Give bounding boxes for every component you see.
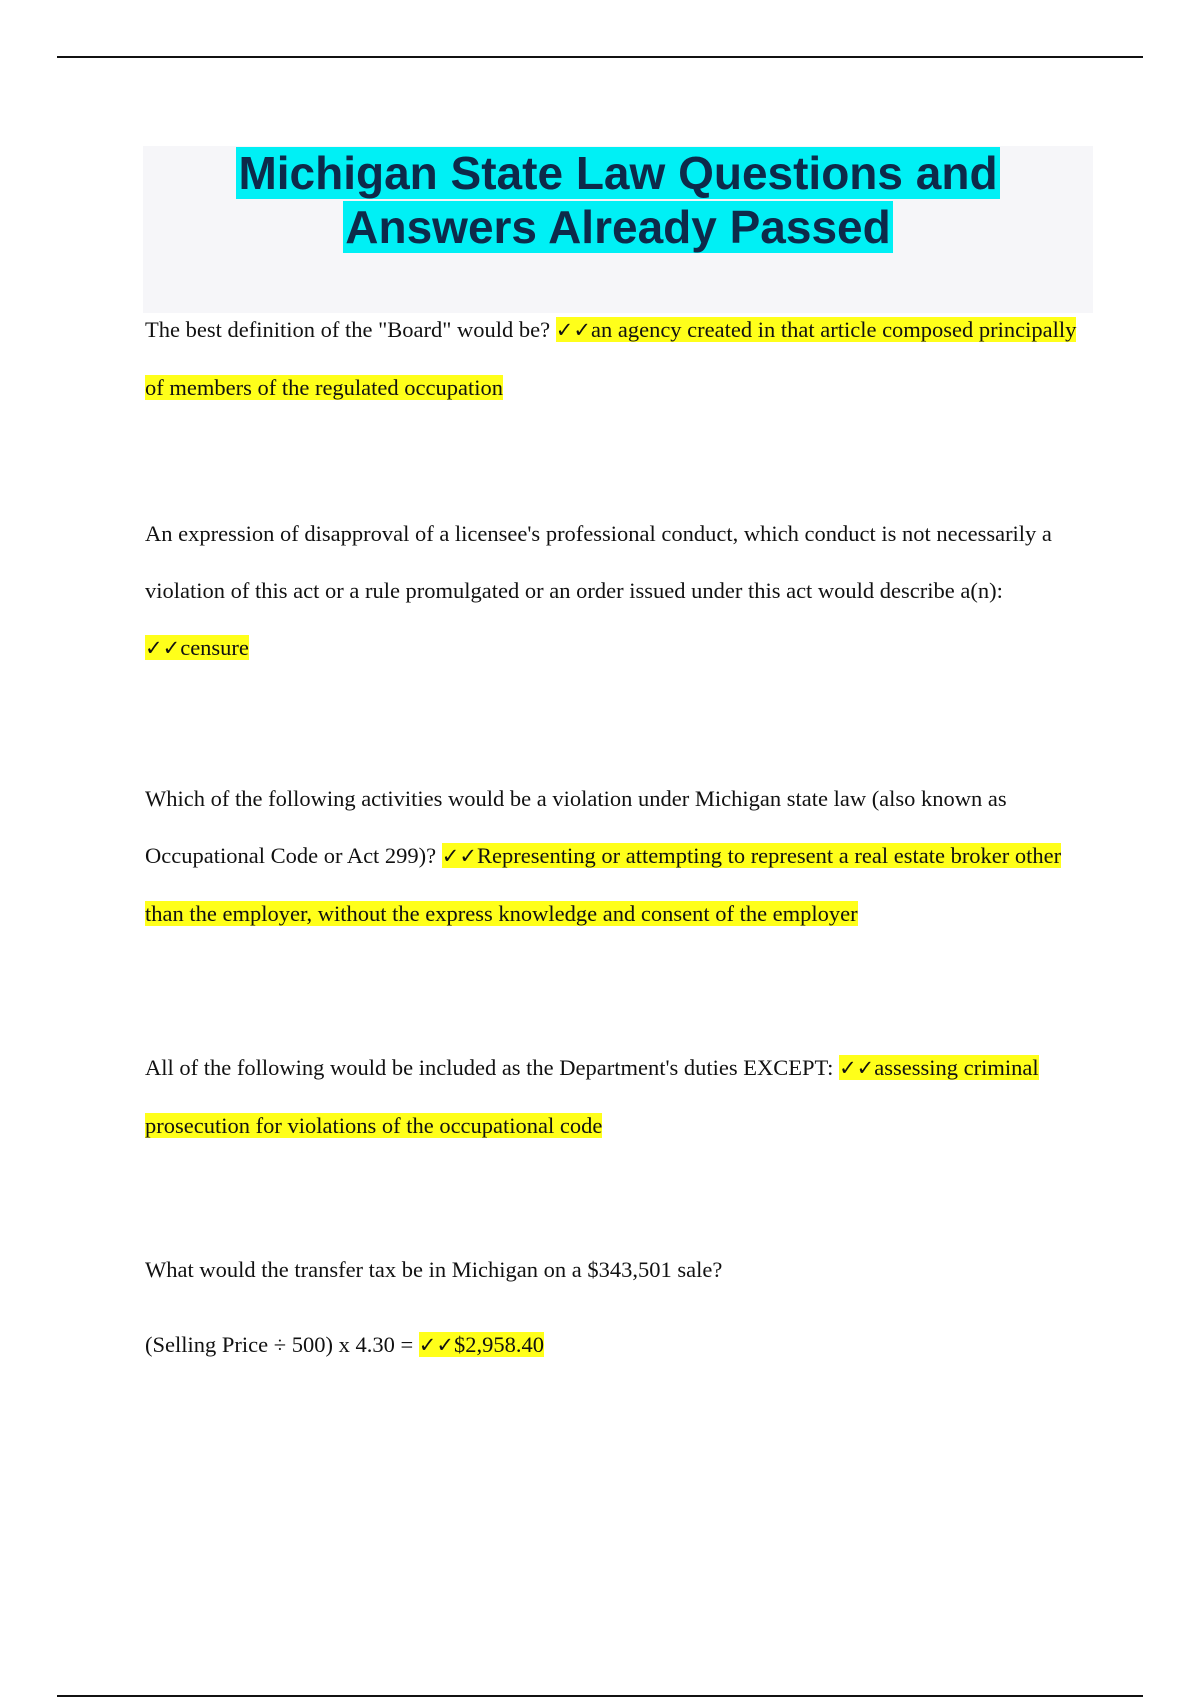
qa-item-censure [145,505,1095,677]
question-text: An expression of disapproval of a licensee's professional conduct, which conduct is not necessarily a violation of this act or a rule promulgated or an order issued under this act would describe a(n): [145,521,1052,603]
double-check-icon: ✓✓ [145,636,181,660]
document-title-text: Michigan State Law Questions and Answers Already Passed [238,147,998,253]
answer-highlight [419,1332,544,1357]
double-check-icon: ✓✓ [418,1333,454,1357]
answer-text: censure [180,635,249,660]
answer-text: $2,958.40 [453,1332,544,1357]
double-check-icon: ✓✓ [839,1056,875,1080]
question-text: Which of the following activities would be a violation under Michigan state law (also known as Occupational Code or Act 299)? [145,786,1007,868]
double-check-icon: ✓✓ [555,318,591,342]
qa-item-violation [145,770,1095,942]
formula-line [145,1331,1095,1359]
answer-text: an agency created in that article composed principally of members of the regulated occupation [145,317,1077,400]
answer-highlight [145,635,249,660]
question-text: What would the transfer tax be in Michigan on a $343,501 sale? [145,1257,723,1282]
qa-item-department-duties [145,1039,1095,1154]
answer-text: Representing or attempting to represent a real estate broker other than the employer, without the express knowledge and consent of the employer [145,843,1062,926]
double-check-icon: ✓✓ [441,844,477,868]
document-title [143,146,1093,254]
formula-text: (Selling Price ÷ 500) x 4.30 = [145,1332,419,1357]
qa-item-transfer-tax [145,1256,1095,1359]
top-rule [57,56,1143,58]
qa-item-board [145,301,1095,416]
answer-text: assessing criminal prosecution for violations of the occupational code [145,1055,1039,1138]
question-text: The best definition of the "Board" would be? [145,317,556,342]
bottom-rule [57,1695,1143,1697]
question-text: All of the following would be included as the Department's duties EXCEPT: [145,1055,840,1080]
